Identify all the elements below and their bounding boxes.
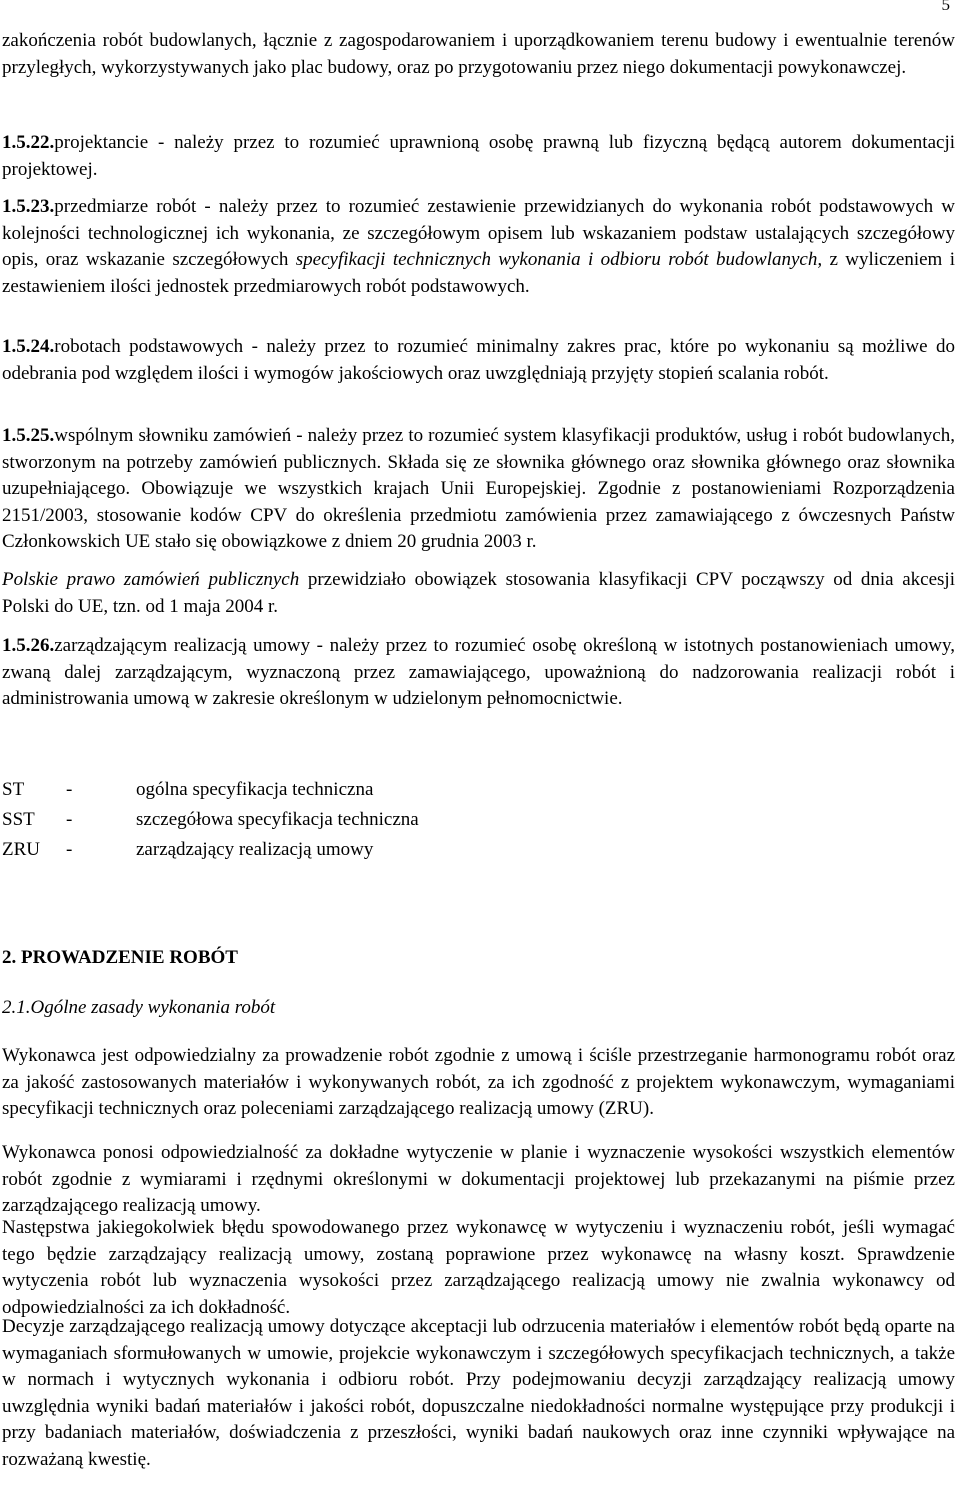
body-paragraph: Wykonawca ponosi odpowiedzialność za dokładne wytyczenie w planie i wyznaczenie wysokości wszystkich elementów robót zgodnie z wymiarami i rzędnymi określonymi w dokumentacji projektowej lub przekazanymi na piśmie przez zarządzającego realizacją umowy.	[2, 1142, 955, 1217]
abbreviation-dash: -	[66, 809, 73, 830]
definition-text: zarządzającym realizacją umowy - należy przez to rozumieć osobę określoną w istotnych postanowieniach umowy, zwaną dalej zarządzającym, wyznaczoną przez zamawiającego, upoważnioną do nadzorowania realizacji robót i administrowania umową w zakresie określonym w udzielonym pełnomocnictwie.	[2, 635, 955, 710]
abbreviation-value: zarządzający realizacją umowy	[136, 839, 374, 860]
definition-number: 1.5.23.	[2, 196, 55, 217]
definition-1-5-24	[2, 334, 955, 387]
abbreviation-key: SST	[2, 809, 35, 830]
definition-text-end: z wyliczeniem i zestawieniem ilości jednostek przedmiarowych robót podstawowych.	[2, 249, 955, 297]
subsection-heading: 2.1.Ogólne zasady wykonania robót	[2, 997, 276, 1018]
cpv-note-italic: Polskie prawo zamówień publicznych	[2, 569, 300, 590]
abbreviation-dash: -	[66, 839, 73, 860]
body-paragraph: Następstwa jakiegokolwiek błędu spowodowanego przez wykonawcę w wytyczeniu i wyznaczeniu robót, jeśli wymagać tego będzie zarządzający realizacją umowy, zostaną poprawione przez wykonawcę na własny koszt. Sprawdzenie wytyczenia robót lub wyznaczenia wysokości przez zarządzającego realizacją umowy nie zwalnia wykonawcy od odpowiedzialności za ich dokładność.	[2, 1217, 955, 1318]
cpv-note-text: przewidziało obowiązek stosowania klasyfikacji CPV począwszy od dnia akcesji Polski do UE, tzn. od 1 maja 2004 r.	[2, 569, 955, 617]
body-paragraph: Wykonawca jest odpowiedzialny za prowadzenie robót zgodnie z umową i ściśle przestrzeganie harmonogramu robót oraz za jakość zastosowanych materiałów i wykonywanych robót, za ich zgodność z projektem wykonawczym, wymaganiami specyfikacji technicznych oraz poleceniami zarządzającego realizacją umowy (ZRU).	[2, 1045, 955, 1120]
body-paragraph: Decyzje zarządzającego realizacją umowy dotyczące akceptacji lub odrzucenia materiałów i elementów robót będą oparte na wymaganiach sformułowanych w umowie, projekcie wykonawczym i szczegółowych specyfikacjach technicznych, a także w normach i wytycznych wykonania i odbioru robót. Przy podejmowaniu decyzji zarządzający realizacją umowy uwzględnia wyniki badań materiałów i jakości robót, dopuszczalne niedokładności normalne występujące przy produkcji i przy badaniach materiałów, doświadczenia z przeszłości, wyniki badań naukowych oraz inne czynniki wpływające na rozważaną kwestię.	[2, 1316, 955, 1470]
definition-number: 1.5.26.	[2, 635, 55, 656]
definition-1-5-22	[2, 130, 955, 183]
intro-paragraph: zakończenia robót budowlanych, łącznie z zagospodarowaniem i uporządkowaniem terenu budowy i ewentualnie terenów przyległych, wykorzystywanych jako plac budowy, oraz po przygotowaniu przez niego dokumentacji powykonawczej.	[2, 30, 955, 78]
abbreviation-key: ZRU	[2, 839, 40, 860]
abbreviation-value: ogólna specyfikacja techniczna	[136, 779, 374, 800]
definition-number: 1.5.24.	[2, 336, 55, 357]
definition-text: wspólnym słowniku zamówień - należy przez to rozumieć system klasyfikacji produktów, usług i robót budowlanych, stworzonym na potrzeby zamówień publicznych. Składa się ze słownika głównego oraz słownika głównego oraz słownika uzupełniającego. Obowiązuje we wszystkich krajach Unii Europejskiej. Zgodnie z postanowieniami Rozporządzenia 2151/2003, stosowanie kodów CPV do określenia przedmiotu zamówienia przez zamawiającego z ówczesnych Państw Członkowskich UE stało się obowiązkowe z dniem 20 grudnia 2003 r.	[2, 425, 955, 553]
definition-number: 1.5.25.	[2, 425, 55, 446]
section-heading: 2. PROWADZENIE ROBÓT	[2, 947, 238, 968]
definition-number: 1.5.22.	[2, 132, 55, 153]
abbreviation-value: szczegółowa specyfikacja techniczna	[136, 809, 419, 830]
cpv-note-paragraph	[2, 567, 955, 620]
definition-italic-text: specyfikacji technicznych wykonania i odbioru robót budowlanych,	[295, 249, 823, 271]
page-number: 5	[941, 0, 950, 14]
definition-text: projektancie - należy przez to rozumieć uprawnioną osobę prawną lub fizyczną będącą autorem dokumentacji projektowej.	[2, 132, 955, 180]
definition-text: przedmiarze robót - należy przez to rozumieć zestawienie przewidzianych do wykonania robót podstawowych w kolejności technologicznej ich wykonania, ze szczegółowym opisem lub wskazaniem podstaw ustalających szczegółowy opis, oraz wskazanie szczegółowych	[2, 196, 955, 271]
definition-1-5-23	[2, 194, 955, 300]
definition-1-5-26	[2, 633, 955, 713]
definition-1-5-25	[2, 423, 955, 556]
abbreviation-dash: -	[66, 779, 73, 800]
definition-text: robotach podstawowych - należy przez to rozumieć minimalny zakres prac, które po wykonaniu są możliwe do odebrania pod względem ilości i wymogów jakościowych oraz uwzględniają przyjęty stopień scalania robót.	[2, 336, 955, 384]
abbreviation-key: ST	[2, 779, 25, 800]
